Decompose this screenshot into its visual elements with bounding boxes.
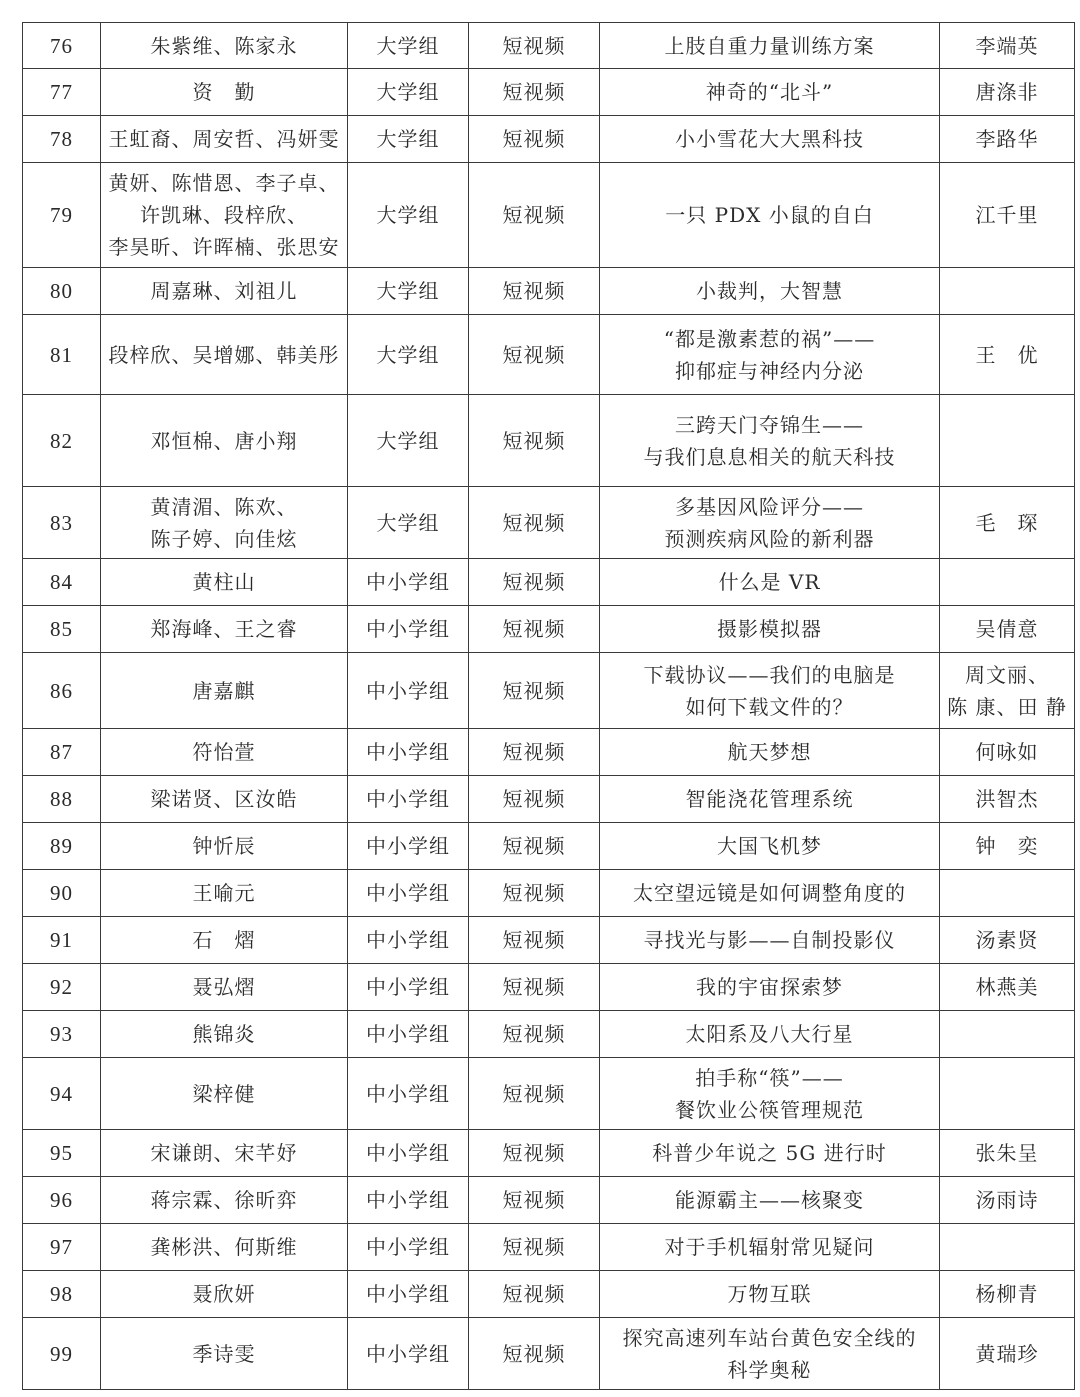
advisor-cell [940, 729, 1075, 776]
group-cell: 中小学组 [348, 823, 469, 870]
cell-line: 段梓欣、吴增娜、韩美彤 [108, 342, 340, 367]
group-cell: 大学组 [348, 315, 469, 395]
entries-table [22, 22, 1075, 1390]
cell-line: 毛 琛 [975, 510, 1039, 535]
row-number-cell: 90 [23, 870, 101, 917]
cell-line: 我的宇宙探索梦 [696, 975, 843, 999]
cell-line: 黄妍、陈惜恩、李子卓、 [108, 171, 340, 195]
cell-line: 黄清湄、陈欢、 [150, 494, 298, 519]
advisor-cell [940, 964, 1075, 1011]
row-number-cell: 96 [23, 1177, 101, 1224]
work-type-cell: 短视频 [469, 1058, 600, 1130]
row-number-cell: 77 [23, 69, 101, 116]
cell-line: 科学奥秘 [727, 1357, 812, 1382]
advisor-cell [940, 487, 1075, 559]
work-title-cell [600, 268, 940, 315]
table-row [23, 1130, 1075, 1177]
cell-line: 王虹裔、周安哲、冯妍雯 [108, 127, 340, 151]
table-row [23, 268, 1075, 315]
table-row [23, 116, 1075, 163]
work-title-cell [600, 776, 940, 823]
table-row [23, 1318, 1075, 1390]
participants-cell [101, 823, 348, 870]
cell-line: 黄瑞珍 [975, 1341, 1039, 1366]
advisor-cell [940, 1224, 1075, 1271]
cell-line: 符怡萱 [192, 740, 256, 764]
cell-line: 周嘉琳、刘祖儿 [150, 279, 298, 303]
cell-line: 熊锦炎 [192, 1022, 256, 1046]
row-number-cell: 94 [23, 1058, 101, 1130]
cell-line: 抑郁症与神经内分泌 [675, 358, 864, 383]
table-row [23, 69, 1075, 116]
cell-line: 江千里 [975, 203, 1039, 227]
work-title-cell [600, 116, 940, 163]
cell-line: 李端英 [975, 33, 1039, 58]
participants-cell [101, 870, 348, 917]
work-title-cell [600, 729, 940, 776]
row-number-cell: 98 [23, 1271, 101, 1318]
cell-line: 钟 奕 [975, 834, 1039, 858]
work-type-cell: 短视频 [469, 870, 600, 917]
work-title-cell [600, 917, 940, 964]
cell-line: 季诗雯 [192, 1341, 256, 1366]
work-title-cell [600, 606, 940, 653]
row-number-cell: 81 [23, 315, 101, 395]
participants-cell [101, 1271, 348, 1318]
advisor-cell [940, 1011, 1075, 1058]
group-cell: 大学组 [348, 23, 469, 69]
group-cell: 大学组 [348, 268, 469, 315]
cell-line: 唐嘉麒 [192, 678, 256, 703]
cell-line: 王 优 [975, 342, 1039, 367]
advisor-cell [940, 870, 1075, 917]
cell-line: 蒋宗霖、徐昕弈 [150, 1188, 298, 1212]
cell-line: 吴倩意 [975, 617, 1039, 641]
participants-cell [101, 559, 348, 606]
participants-cell [101, 1130, 348, 1177]
work-title-cell [600, 395, 940, 487]
table-row [23, 1271, 1075, 1318]
cell-line: 与我们息息相关的航天科技 [643, 444, 896, 469]
work-title-cell [600, 23, 940, 69]
group-cell: 中小学组 [348, 1130, 469, 1177]
cell-line: 汤素贤 [975, 928, 1039, 952]
work-type-cell: 短视频 [469, 729, 600, 776]
cell-line: 石 熠 [192, 928, 256, 952]
advisor-cell [940, 1318, 1075, 1390]
participants-cell [101, 917, 348, 964]
table-row [23, 1058, 1075, 1130]
row-number-cell: 97 [23, 1224, 101, 1271]
work-type-cell: 短视频 [469, 163, 600, 268]
participants-cell [101, 315, 348, 395]
advisor-cell [940, 315, 1075, 395]
table-row [23, 315, 1075, 395]
cell-line: 智能浇花管理系统 [685, 787, 854, 811]
work-type-cell: 短视频 [469, 23, 600, 69]
table-row [23, 163, 1075, 268]
table-row [23, 823, 1075, 870]
work-title-cell [600, 1271, 940, 1318]
group-cell: 中小学组 [348, 776, 469, 823]
cell-line: “都是激素惹的祸”—— [663, 326, 876, 351]
work-title-cell [600, 1318, 940, 1390]
work-type-cell: 短视频 [469, 487, 600, 559]
advisor-cell [940, 653, 1075, 729]
participants-cell [101, 1058, 348, 1130]
group-cell: 中小学组 [348, 559, 469, 606]
participants-cell [101, 69, 348, 116]
cell-line: 如何下载文件的？ [685, 694, 854, 719]
work-title-cell [600, 1011, 940, 1058]
table-row [23, 23, 1075, 69]
cell-line: 朱紫维、陈家永 [150, 33, 298, 58]
cell-line: 李路华 [975, 127, 1039, 151]
cell-line: 陈子婷、向佳炫 [150, 526, 298, 551]
advisor-cell [940, 606, 1075, 653]
row-number-cell: 85 [23, 606, 101, 653]
advisor-cell [940, 116, 1075, 163]
cell-line: 下载协议——我们的电脑是 [643, 662, 896, 687]
row-number-cell: 88 [23, 776, 101, 823]
advisor-cell [940, 917, 1075, 964]
work-title-cell [600, 1130, 940, 1177]
table-row [23, 917, 1075, 964]
cell-line: 资 勤 [192, 80, 256, 104]
work-type-cell: 短视频 [469, 268, 600, 315]
entries-table-body [23, 23, 1075, 1390]
work-type-cell: 短视频 [469, 559, 600, 606]
group-cell: 中小学组 [348, 1271, 469, 1318]
cell-line: 神奇的“北斗” [705, 80, 834, 104]
cell-line: 汤雨诗 [975, 1188, 1039, 1212]
cell-line: 一只 PDX 小鼠的自白 [665, 203, 874, 227]
row-number-cell: 99 [23, 1318, 101, 1390]
cell-line: 科普少年说之 5G 进行时 [652, 1141, 887, 1165]
work-type-cell: 短视频 [469, 653, 600, 729]
cell-line: 梁梓健 [192, 1081, 256, 1106]
cell-line: 梁诺贤、区汝皓 [150, 787, 298, 811]
work-type-cell: 短视频 [469, 69, 600, 116]
work-type-cell: 短视频 [469, 1130, 600, 1177]
cell-line: 对于手机辐射常见疑问 [664, 1235, 875, 1259]
row-number-cell: 91 [23, 917, 101, 964]
advisor-cell [940, 268, 1075, 315]
advisor-cell [940, 1271, 1075, 1318]
cell-line: 聂欣妍 [192, 1282, 256, 1306]
cell-line: 能源霸主——核聚变 [675, 1188, 864, 1212]
row-number-cell: 92 [23, 964, 101, 1011]
work-type-cell: 短视频 [469, 606, 600, 653]
work-type-cell: 短视频 [469, 776, 600, 823]
work-title-cell [600, 653, 940, 729]
cell-line: 王喻元 [192, 881, 256, 905]
table-row [23, 870, 1075, 917]
entries-table-container [22, 22, 1074, 1390]
table-row [23, 1224, 1075, 1271]
table-row [23, 653, 1075, 729]
group-cell: 中小学组 [348, 870, 469, 917]
group-cell: 中小学组 [348, 729, 469, 776]
cell-line: 万物互联 [727, 1282, 812, 1306]
table-row [23, 1011, 1075, 1058]
cell-line: 大国飞机梦 [717, 834, 822, 858]
cell-line: 杨柳青 [975, 1282, 1039, 1306]
work-type-cell: 短视频 [469, 1011, 600, 1058]
table-row [23, 1177, 1075, 1224]
participants-cell [101, 964, 348, 1011]
advisor-cell [940, 395, 1075, 487]
group-cell: 中小学组 [348, 1011, 469, 1058]
group-cell: 大学组 [348, 487, 469, 559]
group-cell: 大学组 [348, 163, 469, 268]
cell-line: 小小雪花大大黑科技 [675, 127, 864, 151]
participants-cell [101, 1177, 348, 1224]
work-type-cell: 短视频 [469, 823, 600, 870]
participants-cell [101, 163, 348, 268]
cell-line: 航天梦想 [727, 740, 812, 764]
group-cell: 中小学组 [348, 1177, 469, 1224]
cell-line: 张朱呈 [975, 1141, 1039, 1165]
cell-line: 洪智杰 [975, 787, 1039, 811]
group-cell: 中小学组 [348, 1058, 469, 1130]
table-row [23, 559, 1075, 606]
work-type-cell: 短视频 [469, 116, 600, 163]
participants-cell [101, 729, 348, 776]
group-cell: 中小学组 [348, 917, 469, 964]
cell-line: 李昊昕、许晖楠、张思安 [108, 235, 340, 259]
cell-line: 上肢自重力量训练方案 [664, 33, 875, 58]
advisor-cell [940, 163, 1075, 268]
row-number-cell: 89 [23, 823, 101, 870]
table-row [23, 776, 1075, 823]
work-type-cell: 短视频 [469, 964, 600, 1011]
advisor-cell [940, 1058, 1075, 1130]
cell-line: 邓恒棉、唐小翔 [150, 428, 298, 453]
work-title-cell [600, 823, 940, 870]
participants-cell [101, 776, 348, 823]
advisor-cell [940, 1177, 1075, 1224]
row-number-cell: 86 [23, 653, 101, 729]
group-cell: 中小学组 [348, 606, 469, 653]
participants-cell [101, 487, 348, 559]
row-number-cell: 93 [23, 1011, 101, 1058]
cell-line: 林燕美 [975, 975, 1039, 999]
cell-line: 龚彬洪、何斯维 [150, 1235, 298, 1259]
row-number-cell: 82 [23, 395, 101, 487]
work-type-cell: 短视频 [469, 1224, 600, 1271]
group-cell: 中小学组 [348, 1318, 469, 1390]
cell-line: 聂弘熠 [192, 975, 256, 999]
work-type-cell: 短视频 [469, 395, 600, 487]
group-cell: 大学组 [348, 69, 469, 116]
work-title-cell [600, 1177, 940, 1224]
row-number-cell: 87 [23, 729, 101, 776]
cell-line: 钟忻辰 [192, 834, 256, 858]
group-cell: 中小学组 [348, 653, 469, 729]
participants-cell [101, 23, 348, 69]
row-number-cell: 84 [23, 559, 101, 606]
work-title-cell [600, 315, 940, 395]
table-row [23, 964, 1075, 1011]
cell-line: 多基因风险评分—— [675, 494, 864, 519]
participants-cell [101, 1011, 348, 1058]
advisor-cell [940, 559, 1075, 606]
group-cell: 大学组 [348, 395, 469, 487]
advisor-cell [940, 23, 1075, 69]
table-row [23, 729, 1075, 776]
cell-line: 探究高速列车站台黄色安全线的 [622, 1325, 917, 1350]
row-number-cell: 80 [23, 268, 101, 315]
participants-cell [101, 1224, 348, 1271]
cell-line: 周文丽、 [965, 662, 1049, 687]
group-cell: 大学组 [348, 116, 469, 163]
participants-cell [101, 395, 348, 487]
cell-line: 小裁判，大智慧 [696, 279, 843, 303]
table-row [23, 606, 1075, 653]
cell-line: 何咏如 [975, 740, 1039, 764]
cell-line: 唐涤非 [975, 80, 1039, 104]
cell-line: 黄柱山 [192, 570, 256, 594]
work-title-cell [600, 964, 940, 1011]
group-cell: 中小学组 [348, 964, 469, 1011]
advisor-cell [940, 776, 1075, 823]
work-title-cell [600, 69, 940, 116]
row-number-cell: 76 [23, 23, 101, 69]
cell-line: 寻找光与影——自制投影仪 [643, 928, 896, 952]
participants-cell [101, 268, 348, 315]
work-type-cell: 短视频 [469, 1318, 600, 1390]
work-title-cell [600, 1224, 940, 1271]
cell-line: 预测疾病风险的新利器 [664, 526, 875, 551]
row-number-cell: 78 [23, 116, 101, 163]
advisor-cell [940, 69, 1075, 116]
participants-cell [101, 606, 348, 653]
cell-line: 太阳系及八大行星 [685, 1022, 854, 1046]
work-title-cell [600, 559, 940, 606]
work-title-cell [600, 1058, 940, 1130]
cell-line: 太空望远镜是如何调整角度的 [633, 881, 906, 905]
cell-line: 宋谦朗、宋芊妤 [150, 1141, 298, 1165]
work-type-cell: 短视频 [469, 315, 600, 395]
cell-line: 摄影模拟器 [717, 617, 822, 641]
work-title-cell [600, 163, 940, 268]
cell-line: 什么是 VR [718, 570, 821, 594]
work-type-cell: 短视频 [469, 917, 600, 964]
row-number-cell: 79 [23, 163, 101, 268]
work-title-cell [600, 487, 940, 559]
work-title-cell [600, 870, 940, 917]
cell-line: 拍手称“筷”—— [695, 1065, 844, 1090]
participants-cell [101, 116, 348, 163]
cell-line: 陈 康、田 静 [947, 694, 1067, 719]
group-cell: 中小学组 [348, 1224, 469, 1271]
work-type-cell: 短视频 [469, 1177, 600, 1224]
work-type-cell: 短视频 [469, 1271, 600, 1318]
participants-cell [101, 653, 348, 729]
advisor-cell [940, 823, 1075, 870]
row-number-cell: 95 [23, 1130, 101, 1177]
participants-cell [101, 1318, 348, 1390]
table-row [23, 395, 1075, 487]
cell-line: 餐饮业公筷管理规范 [675, 1097, 864, 1122]
cell-line: 郑海峰、王之睿 [150, 617, 298, 641]
cell-line: 三跨天门夺锦生—— [675, 412, 864, 437]
row-number-cell: 83 [23, 487, 101, 559]
cell-line: 许凯琳、段梓欣、 [140, 203, 308, 227]
advisor-cell [940, 1130, 1075, 1177]
table-row [23, 487, 1075, 559]
